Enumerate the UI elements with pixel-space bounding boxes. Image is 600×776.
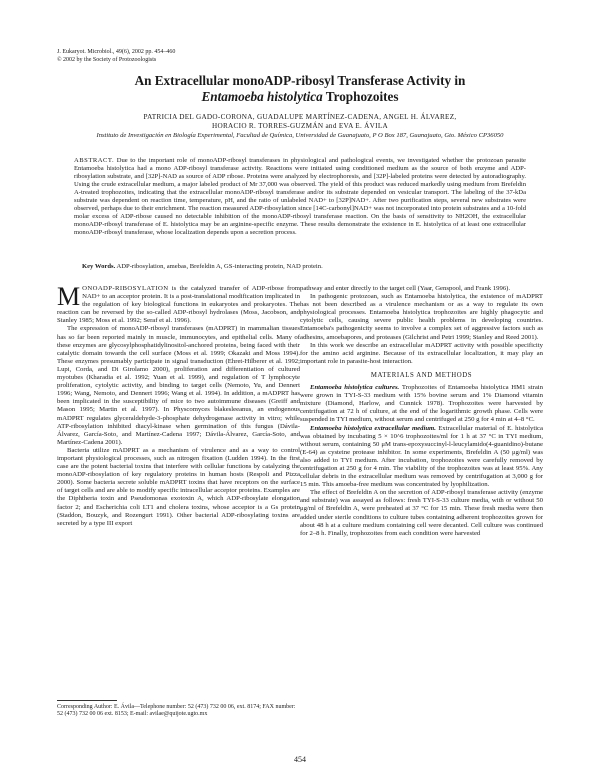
title-line-2-rest: Trophozoites	[322, 88, 399, 104]
methods-extracellular	[300, 425, 543, 490]
title-line-2	[50, 89, 550, 105]
extracellular-text: Extracellular material of E. histolytica was obtained by incubating 5 × 10^6 trophozoites/ml for 1 h at 37 °C in TYI medium, without serum, containing 50 μM trans-epoxysuccinyl-l-leucylamido(4-guanidino)-butane (E-64) as cysteine protease inhibitor. In some experiments, Brefeldin A (50 μg/ml) was also added to TYI medium. After incubation, trophozoites were carefully removed by centrifugation at 250 g for 4 min. The viability of the trophozoites was at least 95%. Any cellular debris in the extracellular medium was removed by centrifugation at 3,000 g for 15 min. This amoeba-free medium was concentrated by lyophilization.	[300, 424, 543, 489]
authors-line-1: PATRICIA DEL GADO-CORONA, GUADALUPE MARTÍNEZ-CADENA, ANGEL H. ÁLVAREZ,	[143, 113, 457, 121]
methods-cultures	[300, 384, 543, 424]
paper-title	[50, 73, 550, 104]
section-heading-methods: MATERIALS AND METHODS	[370, 371, 473, 379]
title-organism: Entamoeba histolytica	[201, 88, 323, 104]
intro-rest: is the catalyzed transfer of ADP-ribose from NAD+ to an acceptor protein. It is a post-translational modification implicated in the regulation of key biological functions in eukaryotes and prokaryotes. The reaction can be reversed by the so-called ADP-ribosyl hydrolases (Moss, Jacobson, and Stanley 1985; Moss et al. 1992; Seraf et al. 1996).	[57, 285, 300, 325]
journal-line-1: J. Eukaryot. Microbiol., 49(6), 2002 pp. 454–460	[57, 49, 176, 55]
title-line-1: An Extracellular monoADP-ribosyl Transferase Activity in	[134, 73, 466, 88]
corresponding-author-footnote: Corresponding Author: E. Ávila—Telephone number: 52 (473) 732 00 06, ext. 8174; FAX number: 52 (473) 732 00 06 ext. 8153; E-mail: avilae@quijote.ugto.mx	[57, 704, 296, 718]
cultures-text: Trophozoites of Entamoeba histolytica HM1 strain were grown in TYI-S-33 medium with 15% bovine serum and 1% Diamond vitamin mixture (Diamond, Harlow, and Cunnick 1978). Trophozoites were harvested by centrifugation at 72 h of culture, at the end of the logarithmic growth phase. Cells were suspended in TYI medium, without serum and centrifuged at 250 g for 4 min at 4–8 °C.	[300, 384, 543, 424]
keywords-label: Key Words.	[82, 263, 116, 270]
subhead-extracellular: Entamoeba histolytica extracellular medium.	[310, 424, 436, 432]
left-paragraph-3: Bacteria utilize mADPRT as a mechanism of virulence and as a way to control important physiological processes, such as nitrogen fixation (Ludden 1994). In the first case are the potent bacterial toxins that interfere with cellular functions by catalyzing the monoADP-ribosylation of key regulatory proteins in human hosts (Respoli and Pizza 2000). Some bacteria secrete soluble mADPRT toxins that have receptors on the surface of target cells and are able to modify specific intracellular acceptor proteins. Examples are the Diphtheria toxin and Pseudomonas exotoxin A, which ADP-ribosylate elongation factor 2; and Escherichia coli LT1 and cholera toxins, whose acceptor is a Gs protein (Staddon, Bouzyk, and Rozengurt 1991). Other bacterial ADP-ribosylating toxins are secreted by a type III export	[57, 446, 300, 527]
abstract-text: Due to the important role of monoADP-ribosyl transferases in physiological and pathological events, we investigated whether the protozoan parasite Entamoeba histolytica had a mono ADP-ribosyl transferase activity. Reactions were initiated using conditioned medium as the source of both enzyme and ADP-ribosylation substrate, and [32P]-NAD as source of ADP ribose. Proteins were analyzed by electrophoresis, and [32P]-labeled proteins were detected by autoradiography. Using the crude extracellular medium, a major labeled product of Mr 37,000 was observed. The yield of this product was reduced markedly using medium from Brefeldin A-treated trophozoites, indicating that the extracellular monoADP-ribosyl transferase and/or its substrate depended on vesicular transport. The labeling of the 37-kDa substrate was dependent on reaction time, temperature, pH, and the ratio of unlabeled NAD+ to [32P]NAD+. After two purification steps, several new substrates were observed, perhaps due to their enrichment. The reaction measured ADP-ribosylation since [14C-carbonyl]NAD+ was not incorporated into protein substrates and a 10-fold molar excess of ADP-ribose caused no detectable inhibition of the monoADP-ribosyl transferase reaction. On the basis of sensitivity to NH2OH, the extracellular monoADP-ribosyl transferase of E. histolytica may be an arginine-specific enzyme. These results demonstrate the existence in E. histolytica of at least one extracellular monoADP-ribosyl transferase, whose localization depends upon a secretion process.	[74, 157, 526, 237]
right-paragraph-brefeldin: The effect of Brefeldin A on the secretion of ADP-ribosyl transferase activity (enzyme and substrate) was assayed as follows: fresh TYI-S-33 culture media, with or without 50 μg/ml of Brefeldin A, were preheated at 37 °C for 15 min. These fresh media were then added under sterile conditions to culture tubes containing adherent trophozoites grown for about 48 h at a culture medium containing cell were decanted. Cell culture was continued for 2–8 h. Finally, trophozoites from each condition were harvested	[300, 489, 543, 537]
left-paragraph-2: The expression of monoADP-ribosyl transferases (mADPRT) in mammalian tissues has so far been reported mainly in muscle, immunocytes, and epithelial cells. Many of these enzymes are glycosylphosphatidylinositol-anchored proteins, being faced with their catalytic domain towards the cell surface (Moss et al. 1999; Okazaki and Moss 1994). These enzymes presumably participate in signal transduction (Ehret-Hilberer et al. 1992; Lupi, Corda, and Di Girolamo 2000), proliferation and differentiation of cultured myotubes (Kharadia et al. 1992; Yuan et al. 1999), and regulation of T lymphocyte proliferation, cytolytic activity, and binding to target cells (Nemoto, Yu, and Dennert 1996; Wang, Nemoto, and Dennert 1996; Wang et al. 1994). In addition, a mADPRT has been implicated in the susceptibility of mice to two autoimmune diseases (Greiff and Mason 1995; Martin et al. 1997). In Physcomyces blakesleeanus, an endogenous mADPRT regulates glyceraldehyde-3-phosphate dehydrogenase activity in vitro; while ATP-ribosylation inhibited diacyl-kinase when germination of this fungus (Dávila-Álvarez, García-Soto, and Martínez-Cadena 1997; Dávila-Álvarez, García-Soto, and Martínez-Cadena 2001).	[57, 325, 300, 446]
right-paragraph-2: In pathogenic protozoan, such as Entamoeba histolytica, the existence of mADPRT has not been described as a virulence mechanism or as a way to regulate its own physiological processes. Entamoeba histolytica trophozoites are highly phagocytic and cytolytic cells, causing severe public health problems in developing countries. Entamoeba's pathogenicity seems to involve a complex set of aggressive factors such as adhesins, amoebapores, and proteases (Gilchrist and Petri 1999; Stanley and Reed 2001).	[300, 293, 543, 341]
intro-caps: ONOADP-RIBOSYLATION	[82, 285, 169, 292]
right-paragraph-3: In this work we describe an extracellular mADPRT activity with possible specificity for the amino acid arginine. Because of its extracellular localization, it may play an important role in parasite-host interaction.	[300, 341, 543, 365]
left-column	[57, 282, 300, 528]
keywords	[82, 263, 526, 271]
subhead-cultures: Entamoeba histolytica cultures.	[310, 384, 400, 392]
right-paragraph-1: pathway and enter directly to the target cell (Yaar, Genspool, and Frank 1996).	[300, 285, 511, 292]
drop-cap: M	[57, 282, 81, 311]
abstract	[74, 157, 526, 237]
abstract-label: ABSTRACT.	[74, 157, 115, 164]
journal-line-2: © 2002 by the Society of Protozoologists	[57, 56, 157, 63]
right-column	[300, 285, 543, 538]
author-list	[50, 113, 550, 131]
page-number: 454	[294, 755, 306, 764]
footnote-rule	[57, 700, 117, 701]
authors-line-2: HORACIO R. TORRES-GUZMÁN and EVA E. ÁVILA	[211, 122, 389, 130]
journal-citation	[57, 49, 257, 64]
affiliation: Instituto de Investigación en Biología Experimental, Facultad de Química, Universidad de Guanajuato, P O Box 187, Guanajuato, Gto. México CP36050	[96, 132, 504, 139]
keywords-text: ADP-ribosylation, amebas, Brefeldin A, GS-interacting protein, NAD protein.	[116, 263, 323, 270]
intro-paragraph	[57, 282, 300, 325]
